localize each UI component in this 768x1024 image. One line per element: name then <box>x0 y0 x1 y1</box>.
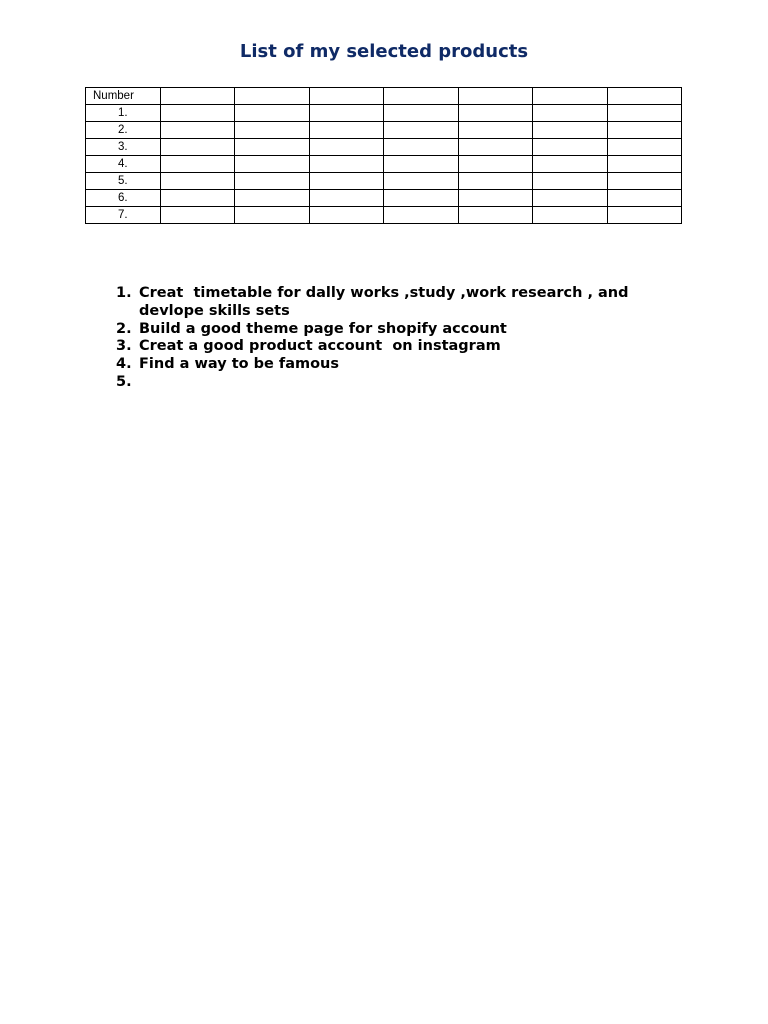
table-cell <box>607 139 682 156</box>
row-number-cell: 2. <box>86 122 161 139</box>
table-cell <box>160 156 235 173</box>
list-item-number: 5. <box>116 373 132 390</box>
table-cell <box>533 88 608 105</box>
table-cell <box>607 173 682 190</box>
table-cell <box>235 139 310 156</box>
table-cell <box>533 156 608 173</box>
table-cell <box>384 139 459 156</box>
table-cell <box>384 207 459 224</box>
table-row <box>86 207 682 224</box>
table-cell <box>384 173 459 190</box>
table-cell <box>533 105 608 122</box>
table-cell <box>458 190 533 207</box>
table-cell <box>384 88 459 105</box>
list-item-text: Creat timetable for dally works ,study ,work research , and devlope skills sets <box>139 285 634 319</box>
table-cell <box>309 156 384 173</box>
products-table <box>85 87 682 224</box>
table-cell <box>309 88 384 105</box>
row-number-cell: 4. <box>86 156 161 173</box>
table-cell <box>458 105 533 122</box>
page-title: List of my selected products <box>239 41 529 62</box>
table-cell <box>235 190 310 207</box>
table-cell <box>533 207 608 224</box>
table-cell <box>160 88 235 105</box>
table-cell <box>160 207 235 224</box>
table-cell <box>309 190 384 207</box>
table-cell <box>384 156 459 173</box>
table-cell <box>160 173 235 190</box>
table-cell <box>384 122 459 139</box>
task-list <box>108 285 648 392</box>
table-cell <box>235 156 310 173</box>
table-cell <box>160 139 235 156</box>
list-item <box>108 374 648 392</box>
table-row <box>86 139 682 156</box>
table-row <box>86 156 682 173</box>
table-cell <box>607 88 682 105</box>
table-cell <box>458 156 533 173</box>
table-row <box>86 173 682 190</box>
table-cell <box>533 190 608 207</box>
table-cell <box>309 105 384 122</box>
list-item-text: Creat a good product account on instagram <box>139 338 501 355</box>
table-cell <box>607 190 682 207</box>
list-item-number: 4. <box>116 356 132 373</box>
table-cell <box>607 105 682 122</box>
list-item-text: Build a good theme page for shopify account <box>139 320 507 337</box>
row-number-cell: 1. <box>86 105 161 122</box>
table-cell <box>458 207 533 224</box>
table-row <box>86 190 682 207</box>
table-cell <box>235 173 310 190</box>
table-cell <box>458 173 533 190</box>
list-item-text: Find a way to be famous <box>139 356 340 373</box>
table-cell <box>235 88 310 105</box>
list-item <box>108 321 648 339</box>
table-cell <box>384 190 459 207</box>
table-cell <box>458 88 533 105</box>
table-cell <box>235 207 310 224</box>
list-item-number: 2. <box>116 320 132 337</box>
table-cell <box>533 139 608 156</box>
table-cell <box>160 105 235 122</box>
table-cell <box>309 173 384 190</box>
table-cell <box>309 207 384 224</box>
table-cell <box>235 105 310 122</box>
table-cell <box>160 122 235 139</box>
number-header-cell: Number <box>86 88 161 105</box>
row-number-cell: 5. <box>86 173 161 190</box>
table-cell <box>458 122 533 139</box>
table-cell <box>607 156 682 173</box>
list-item <box>108 285 648 321</box>
table-cell <box>309 139 384 156</box>
table-cell <box>309 122 384 139</box>
list-item-number: 3. <box>116 338 132 355</box>
table-cell <box>607 122 682 139</box>
row-number-cell: 7. <box>86 207 161 224</box>
list-item-number: 1. <box>116 285 132 301</box>
table-cell <box>235 122 310 139</box>
table-row <box>86 122 682 139</box>
table-cell <box>458 139 533 156</box>
table-cell <box>533 173 608 190</box>
list-item <box>108 338 648 356</box>
list-item <box>108 356 648 374</box>
table-cell <box>607 207 682 224</box>
table-cell <box>533 122 608 139</box>
row-number-cell: 3. <box>86 139 161 156</box>
table-cell <box>384 105 459 122</box>
table-cell <box>160 190 235 207</box>
row-number-cell: 6. <box>86 190 161 207</box>
table-header-row <box>86 88 682 105</box>
table-row <box>86 105 682 122</box>
